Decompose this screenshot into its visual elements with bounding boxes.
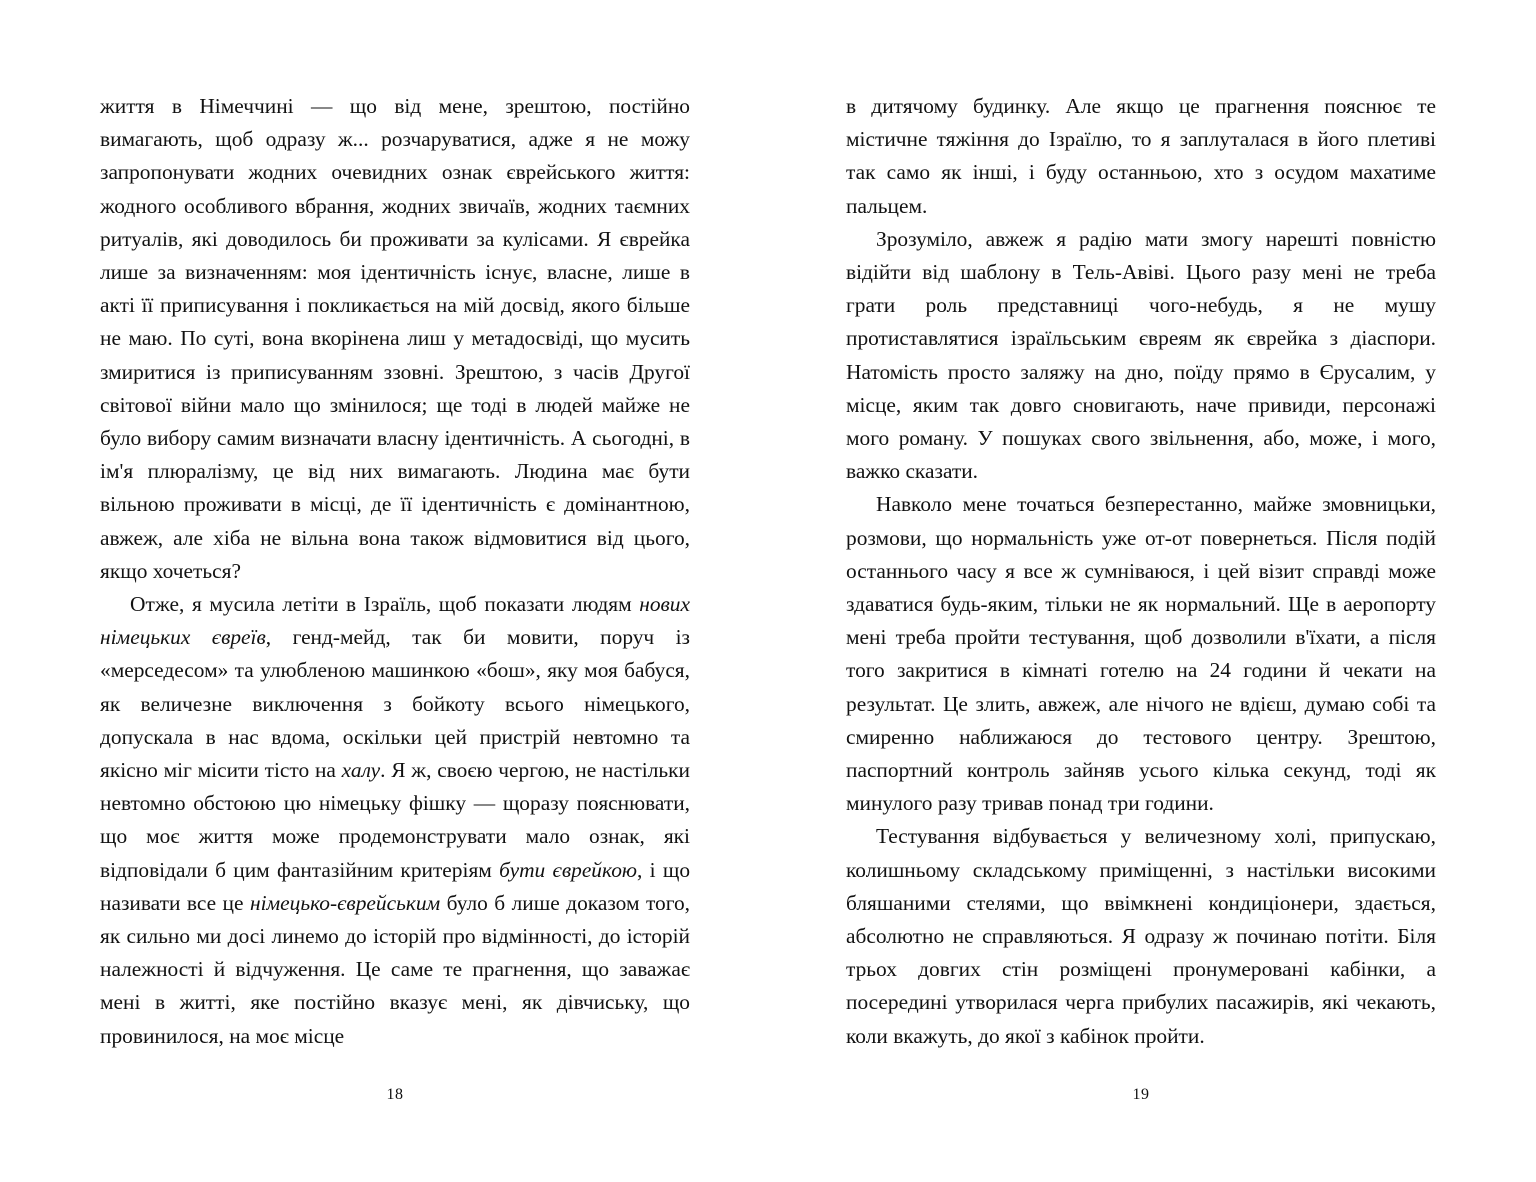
right-page-text [846, 90, 1436, 1053]
body-text: , генд-мейд, так би мовити, поруч із «мерседесом» та улюбленою машинкою «бош», яку моя бабуся, як величезне виключення з бойкоту всього німецького, допускала в нас вдома, оскільки цей пристрій невтомно та якісно міг місити тісто на [100, 625, 691, 783]
body-text: Зрозуміло, авжеж я радію мати змогу нарешті повністю відійти від шаблону в Тель-Авіві. Цього разу мені не треба грати роль представниці чого-небудь, я не мушу протиставлятися ізраїльським євреям як єврейка з діаспори. Натомість просто заляжу на дно, поїду прямо в Єрусалим, у місце, яким так довго сновигають, наче привиди, персонажі мого роману. У пошуках свого звільнення, або, може, і мого, важко сказати. [846, 226, 1436, 484]
body-text: . Я ж, своєю чергою, не настільки невтомно обстоюю цю німецьку фішку — щоразу пояснювати, що моє життя може продемонструвати мало ознак, які відповідали б цим фантазійним критеріям [100, 758, 690, 882]
emphasis-text: нових німецьких євреїв [100, 592, 690, 650]
emphasis-text: бути єврейкою [499, 857, 637, 882]
paragraph [846, 488, 1436, 820]
body-text: життя в Німеччині — що від мене, зрештою, постійно вимагають, щоб одразу ж... розчаруватися, адже я не можу запропонувати жодних очевидних ознак єврейського життя: жодного особливого вбрання, жодних звичаїв, жодних таємних ритуалів, які доводилось би проживати за кулісами. Я єврейка лише за визначенням: моя ідентичність існує, власне, лише в акті її приписування і покликається на мій досвід, якого більше не маю. По суті, вона вкорінена лиш у метадосвіді, що мусить змиритися із приписуванням ззовні. Зрештою, з часів Другої світової війни мало що змінилося; ще тоді в людей майже не було вибору самим визначати власну ідентичність. А сьогодні, в ім'я плюралізму, це від них вимагають. Людина має бути вільною проживати в місці, де її ідентичність є домінантною, авжеж, але хіба не вільна вона також відмовитися від цього, якщо хочеться? [100, 94, 690, 583]
body-text: Навколо мене точаться безперестанно, майже змовницьки, розмови, що нормальність уже от-от повернеться. Після подій останнього часу я все ж сумніваюся, і цей візит справді може здаватися будь-яким, тільки не як нормальний. Ще в аеропорту мені треба пройти тестування, щоб дозволили в'їхати, а після того закритися в кімнаті готелю на 24 години й чекати на результат. Це злить, авжеж, але нічого не вдієш, думаю собі та смиренно наближаюся до тестового центру. Зрештою, паспортний контроль зайняв усього кілька секунд, тоді як минулого разу тривав понад три години. [846, 492, 1436, 816]
paragraph [846, 223, 1436, 489]
body-text: , і що називати все це [100, 857, 691, 915]
gutter [690, 90, 846, 1122]
body-text: Отже, я мусила летіти в Ізраїль, щоб показати людям [130, 592, 640, 617]
paragraph [846, 90, 1436, 223]
paragraph [846, 820, 1436, 1052]
body-text: в дитячому будинку. Але якщо це прагнення пояснює те містичне тяжіння до Ізраїлю, то я заплуталася в його плетиві так само як інші, і буду останньою, хто з осудом махатиме пальцем. [846, 94, 1436, 218]
emphasis-text: халу [341, 758, 381, 783]
emphasis-text: німецько-єврейським [249, 890, 441, 915]
paragraph [100, 588, 690, 1053]
body-text: Тестування відбувається у величезному холі, припускаю, колишньому складському приміщенні, з настільки високими бляшаними стелями, що ввімкнені кондиціонери, здається, абсолютно не справляються. Я одразу ж починаю потіти. Біля трьох довгих стін розміщені пронумеровані кабінки, а посередині утворилася черга прибулих пасажирів, які чекають, коли вкажуть, до якої з кабінок пройти. [846, 824, 1436, 1048]
left-page [100, 90, 690, 1122]
body-text: було б лише доказом того, як сильно ми досі линемо до історій про відмінності, до історій належності й відчуження. Це саме те прагнення, що заважає мені в житті, яке постійно вказує мені, як дівчиську, що провинилося, на моє місце [100, 890, 690, 1048]
left-page-text [100, 90, 690, 1053]
right-page-folio: 19 [1132, 1086, 1150, 1103]
left-page-folio: 18 [386, 1086, 404, 1103]
right-page [846, 90, 1436, 1122]
paragraph [100, 90, 690, 588]
